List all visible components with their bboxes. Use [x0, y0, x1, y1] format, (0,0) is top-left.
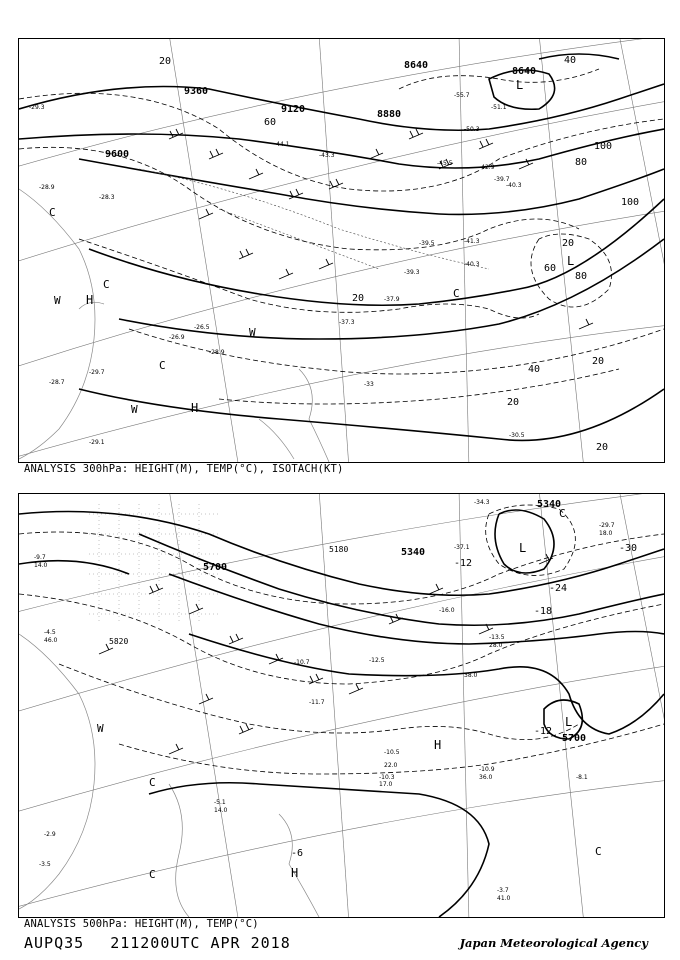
graticule	[19, 39, 664, 462]
high-center: H	[191, 401, 199, 415]
high-center: H	[86, 293, 94, 307]
temp-sample: -41.3	[464, 238, 480, 245]
temp-sample: -44.1	[274, 141, 290, 148]
temp-sample: 14.0	[214, 807, 228, 814]
isotach-label: 20	[562, 238, 575, 249]
height-label: 5180	[329, 545, 349, 554]
warm-center: W	[249, 326, 256, 339]
isotach-label: 100	[621, 197, 640, 208]
agency-name: Japan Meteorological Agency	[459, 936, 648, 950]
isotach-label: 60	[544, 263, 557, 274]
map-labels-500	[97, 499, 637, 881]
isotach-label: 80	[575, 271, 588, 282]
temp-sample: -29.7	[599, 522, 615, 529]
temp-sample: 38.0	[464, 672, 478, 679]
height-label: 9360	[184, 86, 209, 97]
caption-300hpa: ANALYSIS 300hPa: HEIGHT(M), TEMP(°C), ISOTACH(KT)	[24, 463, 344, 475]
chart-identifier	[24, 934, 317, 952]
graticule	[19, 494, 664, 917]
low-center: L	[516, 78, 524, 92]
temp-sample: -28.3	[99, 194, 115, 201]
temp-sample: -30.5	[509, 432, 525, 439]
height-label: 5340	[401, 547, 426, 558]
temp-sample: 46.0	[44, 637, 58, 644]
temp-sample: -10.3	[379, 774, 395, 781]
temp-sample: -2.9	[44, 831, 56, 838]
temp-sample: 14.0	[34, 562, 48, 569]
caption-500hpa: ANALYSIS 500hPa: HEIGHT(M), TEMP(°C)	[24, 918, 259, 930]
temp-sample: -16.0	[439, 607, 455, 614]
temp-sample: 22.0	[384, 762, 398, 769]
cold-center: C	[453, 287, 460, 300]
temp-sample: -29.7	[89, 369, 105, 376]
temp-sample: -28.9	[39, 184, 55, 191]
temp-sample: -11.7	[309, 699, 325, 706]
temp-sample: -39.7	[494, 176, 510, 183]
map-panel-300hpa	[18, 38, 665, 463]
isotherms	[19, 69, 664, 404]
isotach-label: 100	[594, 141, 613, 152]
temp-sample: 41.0	[497, 895, 511, 902]
temp-sample: -28.9	[209, 349, 225, 356]
temp-sample: -40.3	[506, 182, 522, 189]
temp-sample: -39.5	[419, 240, 435, 247]
temp-sample: -3.5	[39, 861, 51, 868]
temp-sample: -10.5	[384, 749, 400, 756]
isotach-label: 20	[159, 56, 172, 67]
temp-sample: 36.0	[479, 774, 493, 781]
temp-sample: -26.9	[169, 334, 185, 341]
temp-sample: -12.5	[369, 657, 385, 664]
low-center: L	[565, 715, 573, 729]
temp-sample: -33	[364, 381, 374, 388]
isotach-label: 40	[528, 364, 541, 375]
coastlines	[19, 634, 319, 917]
temp-contour-label: -12	[454, 558, 473, 569]
temperature-samples-500	[34, 499, 615, 902]
temp-sample: 17.0	[379, 781, 393, 788]
low-center: L	[519, 541, 527, 555]
temp-sample: -37.9	[384, 296, 400, 303]
high-center: H	[434, 738, 442, 752]
warm-center: W	[131, 403, 138, 416]
coastlines	[19, 189, 329, 462]
temp-sample: -10.7	[294, 659, 310, 666]
height-label: 5700	[562, 733, 587, 744]
temp-sample: -4.5	[44, 629, 56, 636]
cold-center: C	[559, 507, 566, 520]
temp-contour-label: -18	[534, 606, 553, 617]
temp-sample: -55.7	[454, 92, 470, 99]
temp-sample: -29.3	[29, 104, 45, 111]
cold-center: C	[595, 845, 602, 858]
map-panel-500hpa	[18, 493, 665, 918]
temp-sample: -26.5	[194, 324, 210, 331]
temperature-samples-300	[29, 92, 525, 446]
temp-contour-label: -24	[549, 583, 568, 594]
temp-contour-label: -6	[291, 848, 304, 859]
height-label: 5700	[203, 562, 228, 573]
temp-sample: -13.5	[489, 634, 505, 641]
temp-sample: 28.0	[489, 642, 503, 649]
temp-sample: -8.1	[576, 774, 588, 781]
temp-sample: -51.1	[491, 104, 507, 111]
height-label: 9120	[281, 104, 306, 115]
isotach-label: 40	[564, 55, 577, 66]
isotachs	[139, 169, 489, 269]
height-label: 8880	[377, 109, 402, 120]
map-500hpa-canvas	[19, 494, 664, 917]
height-label: 8640	[404, 60, 429, 71]
valid-time: 211200UTC APR 2018	[110, 934, 291, 952]
temp-contour-label: -12	[534, 726, 553, 737]
temp-sample: -37.3	[339, 319, 355, 326]
high-center: H	[291, 866, 299, 880]
temp-sample: -9.7	[34, 554, 46, 561]
temp-sample: -43.3	[319, 152, 335, 159]
temp-sample: -5.1	[214, 799, 226, 806]
isotach-label: 60	[264, 117, 277, 128]
isotach-label: 20	[507, 397, 520, 408]
isotach-label: 20	[596, 442, 609, 453]
temp-sample: -29.1	[89, 439, 105, 446]
temp-sample: -28.7	[49, 379, 65, 386]
temp-sample: -50.3	[464, 126, 480, 133]
isotach-label: 80	[575, 157, 588, 168]
cold-center: C	[149, 868, 156, 881]
wind-barbs	[99, 554, 553, 754]
temp-sample: -10.9	[479, 766, 495, 773]
height-contours	[19, 510, 664, 917]
temp-sample: 18.0	[599, 530, 613, 537]
temp-sample: -39.3	[404, 269, 420, 276]
wind-barbs	[169, 129, 593, 329]
terrain-hatching	[89, 504, 219, 624]
temp-sample: -34.3	[474, 499, 490, 506]
cold-center: C	[159, 359, 166, 372]
low-center: L	[567, 254, 575, 268]
temp-sample: -3.7	[497, 887, 509, 894]
isotach-label: 20	[352, 293, 365, 304]
temp-sample: -40.3	[464, 261, 480, 268]
cold-center: C	[49, 206, 56, 219]
temp-contour-label: -30	[619, 543, 638, 554]
cold-center: C	[149, 776, 156, 789]
cold-center: C	[103, 278, 110, 291]
temp-sample: -45.5	[437, 160, 453, 167]
height-label: 5820	[109, 637, 129, 646]
warm-center: W	[54, 294, 61, 307]
warm-center: W	[97, 722, 104, 735]
temp-sample: -37.1	[454, 544, 470, 551]
height-label: 9600	[105, 149, 130, 160]
height-label: 8640	[512, 66, 537, 77]
map-300hpa-canvas	[19, 39, 664, 462]
isotach-label: 20	[592, 356, 605, 367]
height-label: 5340	[537, 499, 562, 510]
chart-code: AUPQ35	[24, 934, 85, 952]
temp-sample: -42.9	[479, 164, 495, 171]
